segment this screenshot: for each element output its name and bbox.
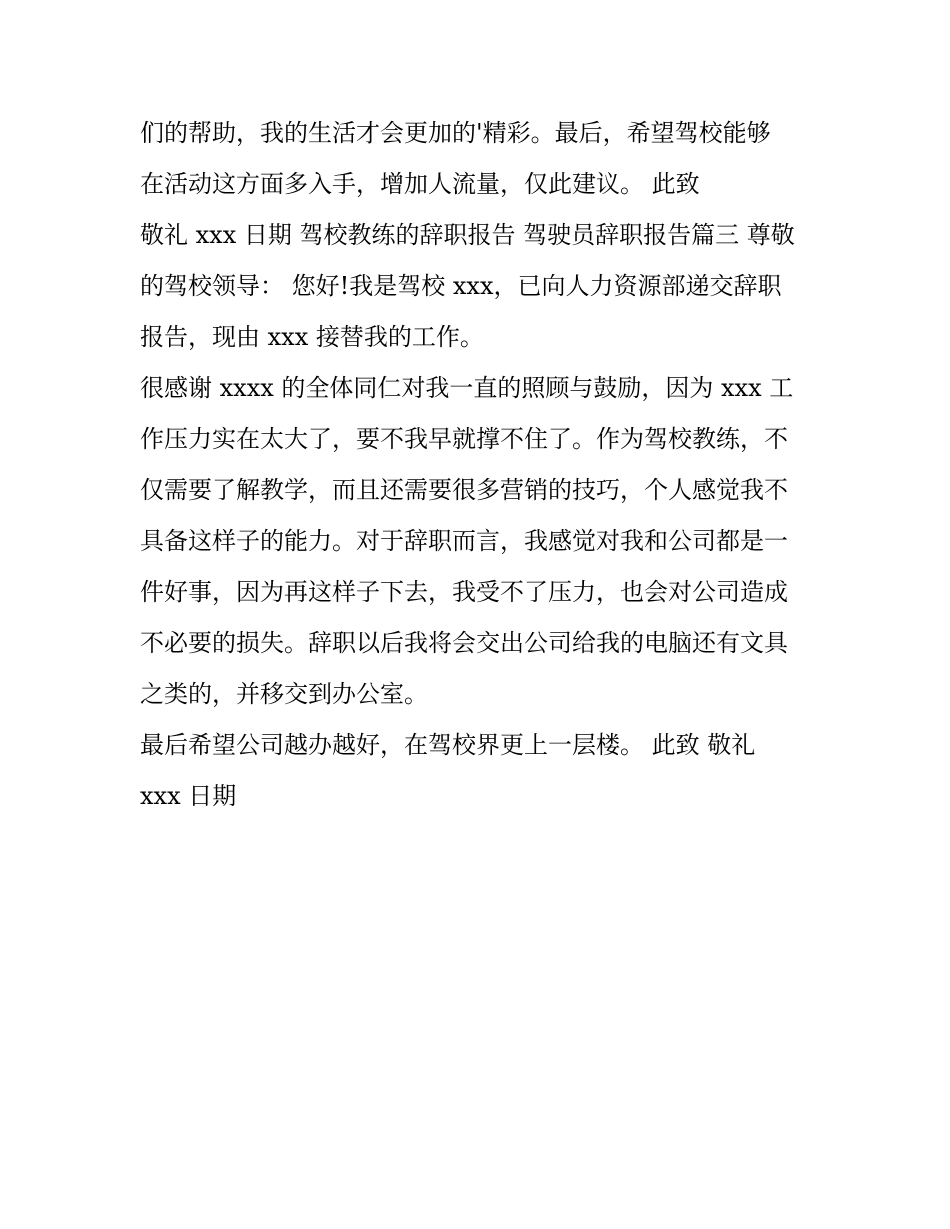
text-line: 报告，现由 xxx 接替我的工作。 — [140, 323, 484, 351]
text-line: 们的帮助，我的生活才会更加的'精彩。最后，希望驾校能够 — [140, 119, 771, 147]
text-line: 作压力实在太大了，要不我早就撑不住了。作为驾校教练，不 — [140, 425, 788, 453]
text-line: 敬礼 xxx 日期 驾校教练的辞职报告 驾驶员辞职报告篇三 尊敬 — [140, 221, 795, 249]
text-line: xxx 日期 — [140, 782, 237, 810]
text-line: 在活动这方面多入手，增加人流量，仅此建议。 此致 — [140, 170, 700, 198]
document-body — [140, 108, 820, 822]
text-line: 不必要的损失。辞职以后我将会交出公司给我的电脑还有文具 — [140, 629, 788, 657]
text-line: 具备这样子的能力。对于辞职而言，我感觉对我和公司都是一 — [140, 527, 788, 555]
text-line: 仅需要了解教学，而且还需要很多营销的技巧，个人感觉我不 — [140, 476, 788, 504]
text-line: 很感谢 xxxx 的全体同仁对我一直的照顾与鼓励，因为 xxx 工 — [140, 374, 794, 402]
text-line: 之类的，并移交到办公室。 — [140, 680, 428, 708]
text-line: 最后希望公司越办越好，在驾校界更上一层楼。 此致 敬礼 — [140, 731, 756, 759]
text-line: 的驾校领导： 您好!我是驾校 xxx，已向人力资源部递交辞职 — [140, 272, 782, 300]
text-line: 件好事，因为再这样子下去，我受不了压力，也会对公司造成 — [140, 578, 788, 606]
